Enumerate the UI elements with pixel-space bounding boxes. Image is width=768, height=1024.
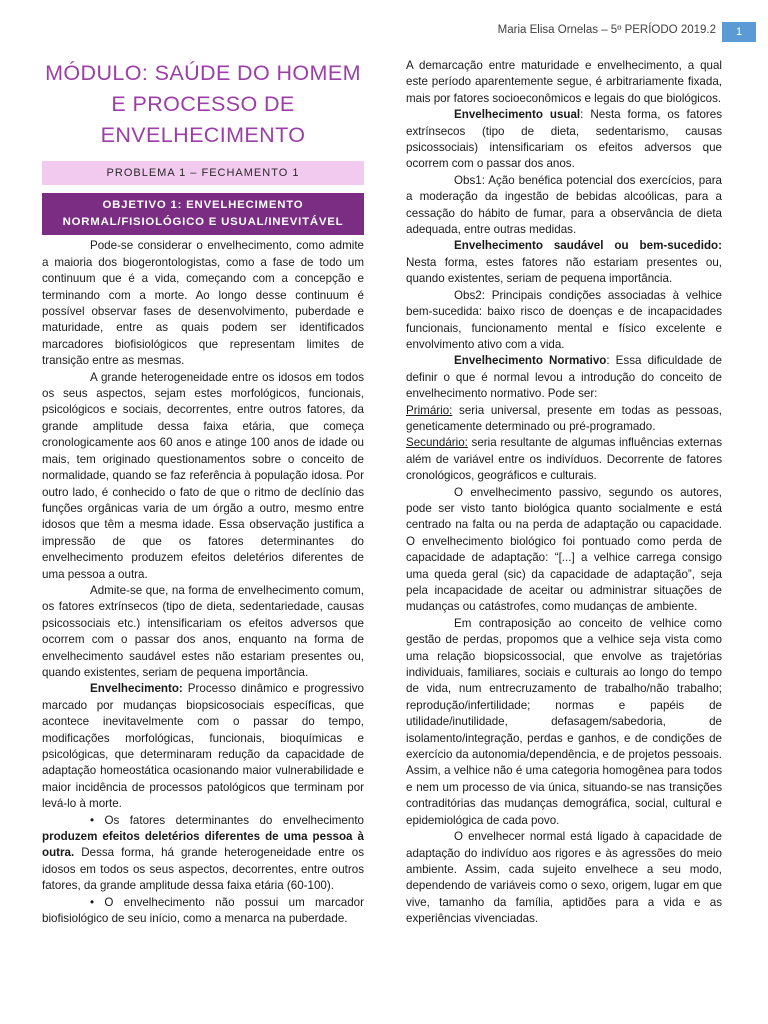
paragraph-common-aging: Admite-se que, na forma de envelhecimento comum, os fatores extrínsecos (tipo de dieta, sedentariedade, causas psicossociais etc.) intensificariam os efeitos adversos que ocorrem com o passar dos anos, enquanto na forma de envelhecimento saudável estes não estariam presentes ou, quando existentes, seriam de pequena importância. <box>42 583 364 679</box>
usual-text: : Nesta forma, os fatores extrínsecos (tipo de dieta, sedentarismo, causas psicossociais) intensificariam os efeitos adversos que ocorrem com o passar dos anos. <box>406 108 723 171</box>
paragraph-heterogeneity: A grande heterogeneidade entre os idosos em todos os seus aspectos, sejam estes morfológicos, funcionais, psicológicos e sociais, decorrentes, entre outros fatores, da grande amplitude dessa faixa etária, que começa cronologicamente aos 60 anos e atinge 100 anos de idade ou mais, tem originado questionamentos sobre o conceito de normalidade, quando se faz referência à população idosa. Por outro lado, é conhecido o fato de que o ritmo de declínio das funções orgânicas varia de um órgão a outro, mesmo entre idosos que têm a mesma idade. Essa observação justifica a impressão de que os fatores determinantes do envelhecimento produzem efeitos deletérios diferentes de uma pessoa a outra. <box>42 370 364 581</box>
problem-banner: PROBLEMA 1 – FECHAMENTO 1 <box>42 161 364 185</box>
term-secondary: Secundário: <box>406 436 468 450</box>
page-header <box>0 22 768 42</box>
paragraph-aging-definition <box>42 681 364 812</box>
paragraph-passive-aging: O envelhecimento passivo, segundo os autores, pode ser visto tanto biológica quanto socialmente e está centrado na falta ou na perda de adaptação ou capacidade. O envelhecimento biológico foi pontuado como perda de capacidade de adaptação: “[...] a velhice carrega consigo uma queda geral (sic) da capacidade de adaptação”, seja pela incapacidade de aceitar ou administrar situações de mudanças ou catástrofes, como mudanças de ambiente. <box>406 485 722 614</box>
normative-text: : Essa dificuldade de definir o que é normal levou a introdução do conceito de envelhecimento normativo. Pode ser: <box>406 354 722 401</box>
bullet1-start: • Os fatores determinantes do envelhecimento <box>90 813 364 827</box>
primary-text: seria universal, presente em todas as pessoas, geneticamente determinado ou pré-programado. <box>406 403 722 433</box>
paragraph-continuum: Pode-se considerar o envelhecimento, como admite a maioria dos biogerontologistas, como a fase de todo um continuum que é a vida, começando com a concepção e terminando com a morte. Ao longo desse continuum é possível observar fases de desenvolvimento, puberdade e maturidade, entre as quais podem ser identificados marcadores biofisiológicos que representam limites de transição entre as mesmas. <box>42 239 364 368</box>
module-title: MÓDULO: SAÚDE DO HOMEM E PROCESSO DE ENVELHECIMENTO <box>45 61 361 147</box>
page-number-badge: 1 <box>722 22 756 42</box>
right-column <box>406 58 722 928</box>
left-column <box>42 58 364 927</box>
paragraph-usual-aging <box>406 107 722 173</box>
definition-text: Processo dinâmico e progressivo marcado por mudanças biopsicosociais específicas, que acontece inevitavelmente com o passar do tempo, modificações morfológicas, funcionais, bioquímicas e psicológicas, que determinaram redução da capacidade de adaptação homeostática ocasionando maior vulnerabilidade e maior incidência de processos patológicos que terminam por levá-lo à morte. <box>42 682 364 811</box>
header-author-period: Maria Elisa Ornelas – 5º PERÍODO 2019.2 <box>497 24 716 36</box>
objective-banner-line2: NORMAL/FISIOLÓGICO E USUAL/INEVITÁVEL <box>62 216 344 229</box>
term-healthy: Envelhecimento saudável ou bem-sucedido: <box>454 239 722 253</box>
paragraph-healthy-aging <box>406 238 722 287</box>
term-envelhecimento: Envelhecimento: <box>90 682 183 696</box>
secondary-text: seria resultante de algumas influências externas além de variável entre os indivíduos. Decorrente de fatores cronológicos, geográficos e culturais. <box>406 436 722 483</box>
paragraph-normal-aging: O envelhecer normal está ligado à capacidade de adaptação do indivíduo aos rigores e às agressões do meio ambiente. Assim, cada sujeito envelhece a seu modo, dependendo de variáveis como o sexo, origem, lugar em que vive, tamanho da família, aptidões para a vida e as experiências vivenciadas. <box>406 830 722 926</box>
paragraph-secondary <box>406 435 722 484</box>
term-normative: Envelhecimento Normativo <box>454 354 607 368</box>
paragraph-obs1: Obs1: Ação benéfica potencial dos exercícios, para a moderação da ingestão de bebidas alcoólicas, para a cessação do hábito de fumar, para a observância de dieta adequada, entre outras medidas. <box>406 173 722 237</box>
paragraph-primary <box>406 403 722 436</box>
objective-banner <box>42 193 364 235</box>
paragraph-obs2: Obs2: Principais condições associadas à velhice bem-sucedida: baixo risco de doenças e de incapacidades funcionais, funcionamento mental e físico excelente e envolvimento ativo com a vida. <box>406 288 722 351</box>
paragraph-demarcation: A demarcação entre maturidade e envelhecimento, a qual este período aparentemente segue, é arbitrariamente fixada, mais por fatores socioeconômicos e legais do que biológicos. <box>406 59 722 105</box>
objective-banner-line1: OBJETIVO 1: ENVELHECIMENTO <box>102 199 304 212</box>
paragraph-normative-aging <box>406 353 722 402</box>
bullet1-bold: produzem efeitos deletérios diferentes de uma pessoa à outra. <box>42 830 364 860</box>
bullet-determinants <box>42 813 364 895</box>
term-usual: Envelhecimento usual <box>454 108 581 122</box>
paragraph-biopsychosocial: Em contraposição ao conceito de velhice como gestão de perdas, propomos que a velhice seja vista como uma relação biopsicossocial, que envolve as trajetórias individuais, familiares, sociais e culturais ao longo do tempo de vida, num entrecruzamento de trabalho/não trabalho; reprodução/infertilidade; normas e papéis de utilidade/inutilidade, defasagem/sabedoria, de isolamento/integração, perdas e ganhos, e de condições de exercício da autonomia/dependência, e de projetos pessoais. Assim, a velhice não é uma categoria homogênea para todos e nem um processo de via única, situando-se nas transições contraditórias das mudanças demográfica, social, cultural e epidemiológica de cada povo. <box>406 616 722 827</box>
bullet-no-marker: • O envelhecimento não possui um marcador biofisiológico de seu início, como a menarca na puberdade. <box>42 895 364 926</box>
healthy-text: Nesta forma, estes fatores não estariam presentes ou, quando existentes, seriam de pequena importância. <box>406 255 722 286</box>
bullet1-end: Dessa forma, há grande heterogeneidade entre os idosos em todos os seus aspectos, decorrentes, entre outros fatores, da grande amplitude dessa faixa etária (60-100). <box>42 846 364 893</box>
term-primary: Primário: <box>406 403 453 417</box>
